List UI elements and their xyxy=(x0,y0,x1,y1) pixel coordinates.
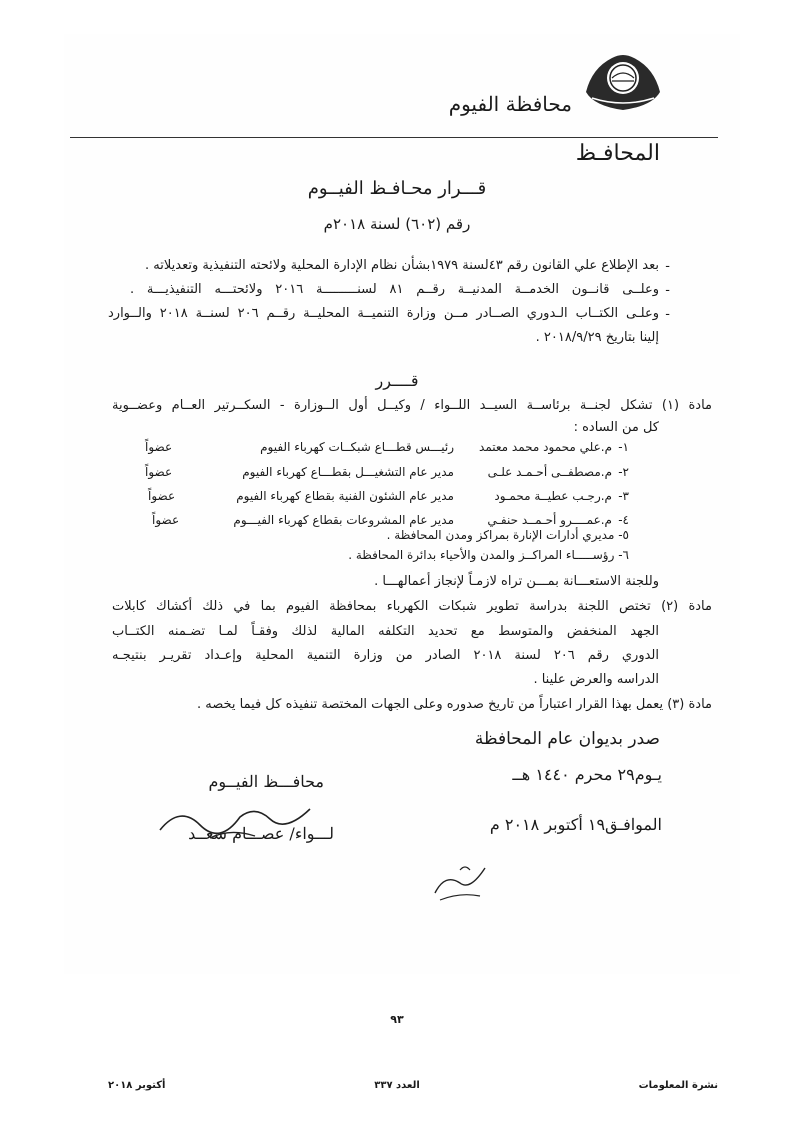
issued-at: صدر بديوان عام المحافظة xyxy=(474,729,660,749)
member-number: ٢- xyxy=(618,465,629,479)
article-3: مادة (٣) يعمل بهذا القرار اعتباراً من تاريخ صدوره وعلى الجهات المختصة تنفيذه كل فيما يخصه . xyxy=(197,697,712,712)
date-hijri: يـوم٢٩ محرم ١٤٤٠ هــ xyxy=(512,765,662,784)
decree-title: قـــرار محـافـظ الفيــوم xyxy=(307,178,487,199)
header-divider xyxy=(70,137,718,138)
decree-number: رقم (٦٠٢) لسنة ٢٠١٨م xyxy=(323,215,471,233)
article-1-closing: وللجنة الاستعـــانة بمـــن تراه لازمـاً لإنجاز أعمالهـــا . xyxy=(374,574,659,589)
member-role: مدير عام الشئون الفنية بقطاع كهرباء الفيوم xyxy=(236,489,454,503)
article-2-line-2: الجهد المنخفض والمتوسط مع تحديد التكلفه المالية لذلك وفقـاً لمـا تضـمنه الكتــاب xyxy=(112,624,659,639)
member-role: رئيـــس قطـــاع شبكــات كهرباء الفيوم xyxy=(260,440,454,454)
governorate-emblem-icon xyxy=(582,48,664,114)
member-number: ٤- xyxy=(618,513,629,527)
dash-mark: - xyxy=(665,259,670,274)
signatory-title: محافـــظ الفيــوم xyxy=(208,772,324,791)
article-2-line-1: مادة (٢) تختص اللجنة بدراسة تطوير شبكات الكهرباء بمحافظة الفيوم بما في ذلك أكشاك كابلات xyxy=(112,599,712,614)
member-status: عضواً xyxy=(152,513,180,527)
member-status: عضواً xyxy=(145,440,173,454)
article-2-line-3: الدوري رقم ٢٠٦ لسنة ٢٠١٨ الصادر من وزارة التنمية المحلية وإعـداد تقريـر بنتيجـه xyxy=(112,648,659,663)
footer-date: أكتوبر ٢٠١٨ xyxy=(108,1080,166,1091)
decided-heading: قــــرر xyxy=(375,371,419,390)
footer-publication: نشرة المعلومات xyxy=(638,1080,718,1091)
member-status: عضواً xyxy=(145,465,173,479)
handwritten-signature xyxy=(150,800,330,850)
preamble-line-4: إلينا بتاريخ ٢٠١٨/٩/٢٩ . xyxy=(535,330,659,345)
governorate-name: محافظة الفيوم xyxy=(448,92,572,116)
member-status: عضواً xyxy=(148,489,176,503)
signatory-name: لـــواء/ عصـــام سعــد xyxy=(188,824,334,843)
member-name: م.رجـب عطيــة محمـود xyxy=(494,489,612,503)
member-item-5: ٥- مديري أدارات الإنارة بمراكز ومدن المحافظة . xyxy=(386,528,629,542)
article-1-line-1: مادة (١) تشكل لجنــة برئاســة السيــد اللــواء / وكيــل أول الــوزارة - السكــرتير العــام وعضــوية xyxy=(112,398,712,413)
member-role: مدير عام التشغيـــل بقطـــاع كهرباء الفيوم xyxy=(242,465,454,479)
article-2-line-4: الدراسه والعرض علينا . xyxy=(533,672,659,687)
date-gregorian: الموافـق١٩ أكتوبر ٢٠١٨ م xyxy=(489,815,662,834)
footer-issue: العدد ٣٣٧ xyxy=(374,1080,420,1091)
preamble-line-2: وعلــى قانــون الخدمــة المدنيــة رقــم ٨١ لسنـــــــــة ٢٠١٦ ولائحتـــه التنفيذيـــة . xyxy=(130,282,659,297)
preamble-line-1: بعد الإطلاع علي القانون رقم ٤٣لسنة ١٩٧٩بشأن نظام الإدارة المحلية ولائحته التنفيذية وتعديلاته . xyxy=(145,258,659,273)
member-name: م.علي محمود محمد معتمد xyxy=(479,440,612,454)
page-number: ٩٣ xyxy=(390,1013,404,1026)
member-name: م.عمــــرو أحـمــد حنفـي xyxy=(487,513,612,527)
office-title: المحافـظ xyxy=(575,141,660,166)
dash-mark: - xyxy=(665,307,670,322)
dash-mark: - xyxy=(665,283,670,298)
member-role: مدير عام المشروعات بقطاع كهرباء الفيـــوم xyxy=(233,513,454,527)
member-number: ١- xyxy=(618,440,629,454)
member-name: م.مصطفــى أحـمـد علـى xyxy=(487,465,612,479)
member-item-6: ٦- رؤســـــاء المراكــز والمدن والأحياء بدائرة المحافظة . xyxy=(348,548,629,562)
initials-scribble xyxy=(425,858,495,908)
preamble-line-3: وعلـى الكتــاب الـدوري الصــادر مــن وزارة التنميــة المحليــة رقــم ٢٠٦ لسنــة ٢٠١٨ والــوارد xyxy=(108,306,659,321)
article-1-line-2: كل من الساده : xyxy=(573,420,659,435)
member-number: ٣- xyxy=(618,489,629,503)
